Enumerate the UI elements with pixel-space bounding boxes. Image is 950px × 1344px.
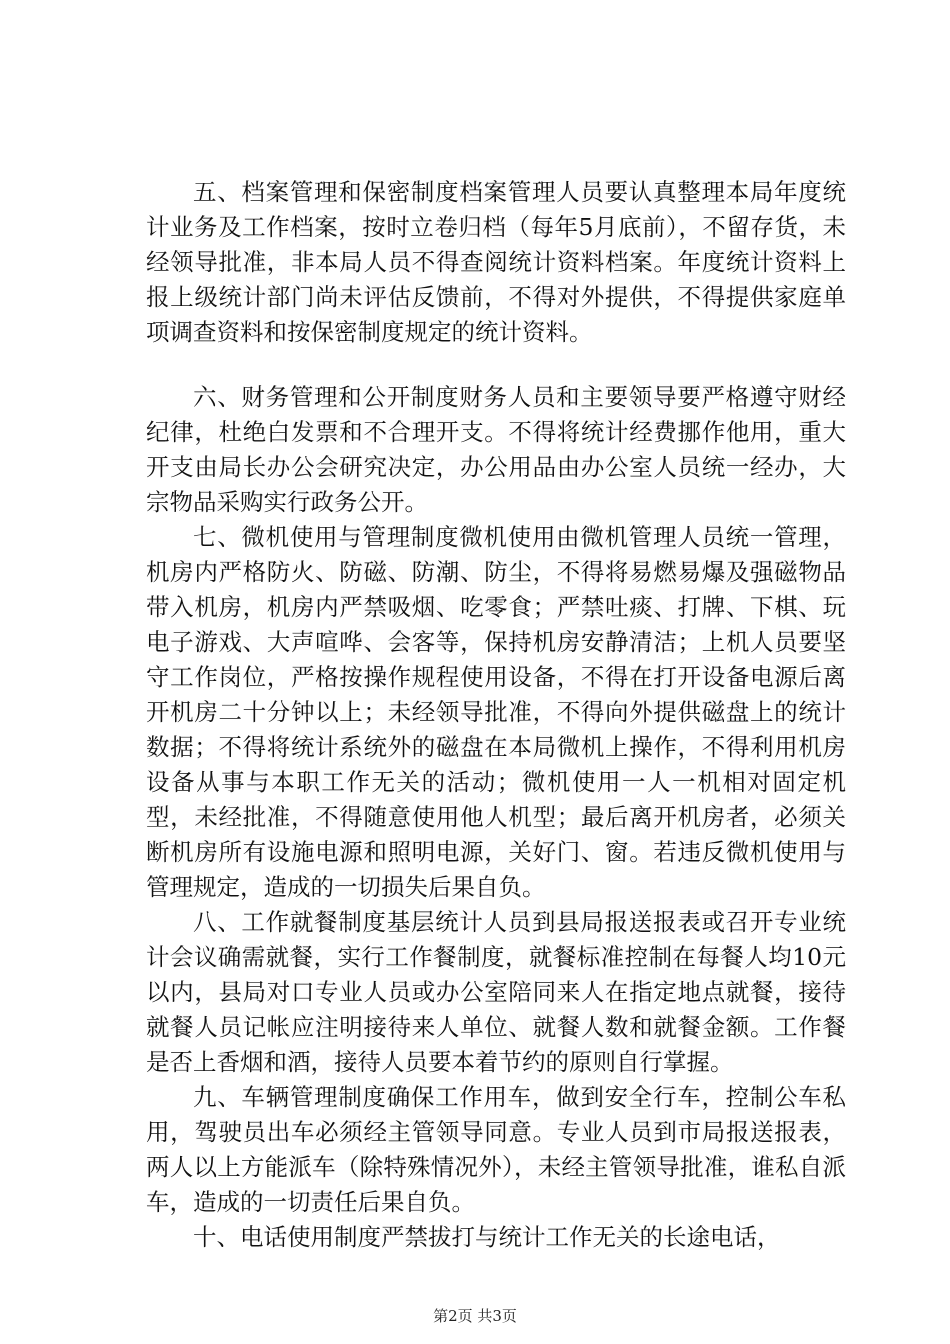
page-number-footer: 第2页 共3页 xyxy=(433,1307,517,1325)
paragraph-finance-disclosure: 六、财务管理和公开制度财务人员和主要领导要严格遵守财经纪律，杜绝白发票和不合理开支。不得将统计经费挪作他用，重大开支由局长办公会研究决定，办公用品由办公室人员统一经办，大宗物品采购实行政务公开。 xyxy=(146,383,846,516)
paragraph-vehicle-management: 九、车辆管理制度确保工作用车，做到安全行车，控制公车私用，驾驶员出车必须经主管领导同意。专业人员到市局报送报表，两人以上方能派车（除特殊情况外），未经主管领导批准，谁私自派车，造成的一切责任后果自负。 xyxy=(146,1083,846,1216)
paragraph-archives-confidentiality: 五、档案管理和保密制度档案管理人员要认真整理本局年度统计业务及工作档案，按时立卷归档（每年5月底前），不留存货，未经领导批准，非本局人员不得查阅统计资料档案。年度统计资料上报上级统计部门尚未评估反馈前，不得对外提供，不得提供家庭单项调查资料和按保密制度规定的统计资料。 xyxy=(146,178,846,346)
document-body xyxy=(146,175,846,1255)
paragraph-work-meals: 八、工作就餐制度基层统计人员到县局报送报表或召开专业统计会议确需就餐，实行工作餐制度，就餐标准控制在每餐人均10元以内，县局对口专业人员或办公室陪同来人在指定地点就餐，接待就餐人员记帐应注明接待来人单位、就餐人数和就餐金额。工作餐是否上香烟和酒，接待人员要本着节约的原则自行掌握。 xyxy=(146,908,846,1076)
paragraph-telephone-usage: 十、电话使用制度严禁拔打与统计工作无关的长途电话， xyxy=(193,1223,781,1251)
paragraph-computer-usage: 七、微机使用与管理制度微机使用由微机管理人员统一管理，机房内严格防火、防磁、防潮、防尘，不得将易燃易爆及强磁物品带入机房，机房内严禁吸烟、吃零食；严禁吐痰、打牌、下棋、玩电子游戏、大声喧哗、会客等，保持机房安静清洁；上机人员要坚守工作岗位，严格按操作规程使用设备，不得在打开设备电源后离开机房二十分钟以上；未经领导批准，不得向外提供磁盘上的统计数据；不得将统计系统外的磁盘在本局微机上操作，不得利用机房设备从事与本职工作无关的活动；微机使用一人一机相对固定机型，未经批准，不得随意使用他人机型；最后离开机房者，必须关断机房所有设施电源和照明电源，关好门、窗。若违反微机使用与管理规定，造成的一切损失后果自负。 xyxy=(146,523,846,901)
